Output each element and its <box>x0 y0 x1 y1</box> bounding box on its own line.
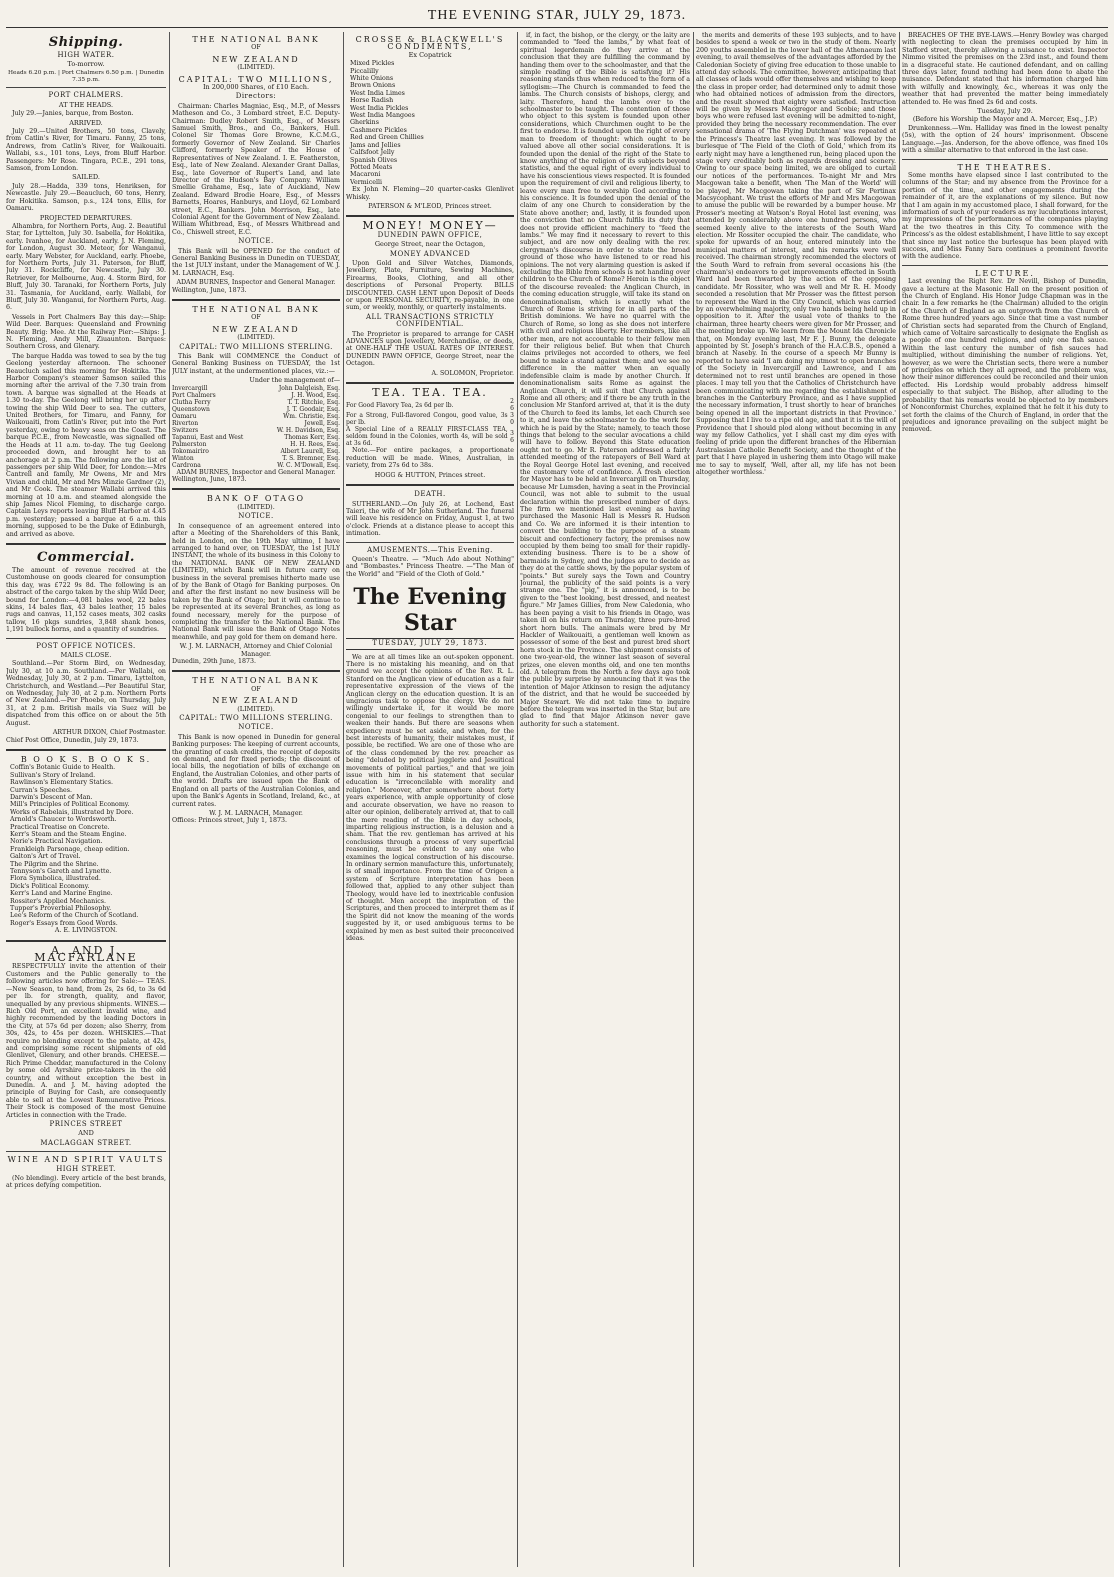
branch-row <box>172 434 340 441</box>
sailed-heading: SAILED. <box>72 173 100 182</box>
branch-place: Switzers <box>172 426 199 434</box>
column-4-text: if, in fact, the bishop, or the clergy, or the laity are commanded to "feed the lambs," by what feat of spiritual legerdemain do they arrive at the conclusion that they are fulfilling the command by handing them over to the schoolmaster, and that the simple reading of the Bible is satisfying it? His reasoning stands thus when reduced to the form of a syllogism:—The Church is commanded to feed the lambs. The Church consists of bishops, clergy, and laity. Therefore, hand the lambs over to the schoolmaster to be taught. The contention of those who object to this system is founded upon other considerations, which Churchmen ought to be the first to endorse. It is founded upon the right of every man to freedom of thought: which ought to be valued above all other social considerations. It is founded upon the denial of the right of the State to know anything of the religion of its subjects beyond statistics, and the equal right of every individual to have his conscientious views respected. It is founded upon the requirement of civil and religious liberty, to leave every man free to worship God according to his conscience. It is founded upon the denial of the claim of any one Church to consideration by the State above another; and, lastly, it is founded upon the conviction that no Church fulfils its duty that does not provide efficient machinery to "feed the lambs." We may find it necessary to revert to this subject, and are now only dealing with the rev. clergyman's discourse in order to state the broad ground of those who have listened to or read his opinions. The not very alarming question is asked if excluding the Bible from schools is not handing over children to the Church of Rome? Herein is the object of the discourse revealed: the Anglican Church, in the coming education struggle, will take its stand on denominationalism, which is exactly what the Church of Rome is striving for in all parts of the British dominions. We have no quarrel with the Church of Rome, so long as she does not interfere with civil and religious liberty. Her members, like all other men, are not accountable to their fellow men for their religious belief. But when that Church claims privileges not accorded to others, we feel bound to make a stand against them; and we see no difference in the matter when an equally indefensible claim is made by another Church. If denominationalism saits Rome as against the Anglican Church, it will suit that Church against Rome and all others; and if there be any truth in the conclusion Mr Stanford arrived at, that it is the duty of the Church to feed its lambs, let each Church see to it, and leave the schoolmaster to do the work for which he is paid by the State; namely, to teach those things that belong to the secular avocations a child will have to follow. Beyond this State education ought not to go. Mr R. Paterson addressed a fairly attended meeting of the ratepayers of Bell Ward at the Royal George Hotel last evening, and received the customary vote of confidence. A fresh election for Mayor has to be held at Invercargill on Thursday, because Mr Lumsden, having a seat in the Provincial Council, was not able to submit to the usual declaration within the prescribed number of days. The firm we mentioned last evening as having purchased the Masonic Hall is Messrs R. Hudson and Co. We are informed it is their intention to convert the building to the purpose of a steam biscuit and confectionery factory, the premises now occupied by them being too small for their rapidly-extending business. There is to be a show of barmaids in Sydney, and the judges are to decide as they do at the cattle shows, by the popular system of "points." But surely says the Town and Country Journal, the publicity of the said points is a very strange one. The "pig," it is announced, is to be given to the "best looking, best dressed, and neatest figure." Mr James Gillies, from New Caledonia, who has been paying a visit to his friends in Otago, was taken ill on his return on Thursday, three pure-bred short horn bulls. The animals were bred by Mr Hackler of Waikouaiti, a gentleman well known as possessor of some of the best and purest bred short horn stock in the Province. The shipment consists of one two-year-old, the winner last season of several prizes, one eleven months old, and one ten months old. A telegram from the North a few days ago took the public by surprise by announcing that it was the intention of Major Atkinson to resign the adjutancy of the district, and that he would be succeeded by Major Stewart. We did not take time to inquire before the telegram was inserted in the Star, but are glad to find that Major Atkinson never gave authority for such a statement. <box>520 32 690 728</box>
books-list <box>6 764 166 927</box>
condiment-item: Potted Meats <box>350 163 393 171</box>
book-item: Roger's Essays from Good Words. <box>10 919 118 927</box>
column-rule <box>693 32 694 1567</box>
book-item: Dick's Political Economy. <box>10 882 90 890</box>
bank3-date: Offices: Princes street, July 1, 1873. <box>172 817 288 825</box>
book-item: Coffin's Botanic Guide to Health. <box>10 764 116 772</box>
book-item: Norie's Practical Navigation. <box>10 838 103 846</box>
book-item: Arnold's Chaucer to Wordsworth. <box>10 816 117 824</box>
macfarlane-address-3: MACLAGGAN STREET. <box>40 1138 132 1147</box>
condiment-item: Red and Green Chillies <box>350 134 424 142</box>
bank1-signature: ADAM BURNES, Inspector and General Manager. <box>176 279 336 287</box>
death-text: SUTHERLAND.—On July 26, at Lochend, East Taieri, the wife of Mr John Sutherland. The funeral will leave his residence on Friday, August 1, at two o'clock. Friends at a distance please to accept this intimation. <box>346 500 514 538</box>
theatres-text: Some months have elapsed since I last contributed to the columns of the Star; and my absence from the Province for a portion of the time, and other engagements during the remainder of it, are the explanations of my silence. But now that I am again in my accustomed place, I shall forward, for the information of such of your readers as my lucubrations interest, my impressions of the performances of the companies playing at the two theatres in this City. To commence with the Princess's as the oldest establishment, I have little to say except that since my last notice the burlesque has been played with success, and Miss Fanny Sara continues a prominent favorite with the audience. <box>902 171 1108 261</box>
wine-vaults-text: (No blending). Every article of the best brands, at prices defying competition. <box>6 1175 166 1190</box>
bank1-notice-heading: NOTICE. <box>238 237 274 246</box>
bank3-limited: (LIMITED). <box>237 704 275 713</box>
book-item: Flora Symbolica, illustrated. <box>10 875 101 883</box>
shipping-news-text: The barque Hadda was towed to sea by the tug Geelong yesterday afternoon. The schooner Beaucluch sailed this morning for Hokitika. The Harbor Company's steamer Samson sailed this morning after the arrival of the 7.30 train from town. A barque was signalled at the Heads at 1.30 to-day. The Geelong will bring her up after towing the ship Wild Deer to sea. The cutters, United Brothers, for Timaru, and Fanny, for Waikouaiti, from Catlin's River, put into the Port yesterday, owing to heavy seas on the Coast. The barque P.C.E., from Newcastle, was signalled off the Heads at 11 a.m. to-day. The tug Geelong proceeded down, and brought her to an anchorage at 2 p.m. The following are the list of passengers per ship Wild Deer, for London:—Mrs Cantrell and family, Mr Owens, Mr and Mrs Vivian and child, Mr and Mrs Minzie Gardner (2), and Mr Cook. The steamer Wallabi arrived this morning at 10 a.m. and steamed alongside the ship James Nicol Fleming, to discharge cargo. Captain Leys reports leaving Bluff Harbor at 4.45 p.m. yesterday; passed a barque at 6 a.m. this morning, supposed to be the Duke of Edinburgh, and arrived as above. <box>6 352 166 538</box>
condiment-item: West India Pickles <box>350 104 409 112</box>
branch-place: Winton <box>172 454 194 462</box>
book-item: Rawlinson's Elementary Statics. <box>10 779 114 787</box>
court-before: (Before his Worship the Mayor and A. Mercer, Esq., J.P.) <box>912 115 1098 124</box>
bank3-of: OF <box>251 684 261 693</box>
post-office-date: Chief Post Office, Dunedin, July 29, 1873. <box>6 736 139 744</box>
tea-note: Note.—For entire packages, a proportionate reduction will be made. Wines, Australian, in variety, from 27s 6d to 38s. <box>346 447 514 470</box>
court-day-heading: Tuesday, July 29. <box>977 107 1033 116</box>
bank1-nz: NEW ZEALAND <box>212 54 300 64</box>
books-signature: A. E. LIVINGSTON. <box>54 927 118 935</box>
amusements-heading: AMUSEMENTS.—This Evening. <box>367 545 493 554</box>
book-item: Lee's Reform of the Church of Scotland. <box>10 912 139 920</box>
under-management-label: Under the management of— <box>249 377 340 385</box>
bank2-capital: CAPITAL: TWO MILLIONS STERLING. <box>179 342 333 351</box>
masthead-title: THE EVENING STAR, JULY 29, 1873. <box>6 6 1108 28</box>
bank2-nz: NEW ZEALAND <box>212 324 300 334</box>
high-water-heading: HIGH WATER. <box>57 51 115 59</box>
branch-row <box>172 420 340 427</box>
vessels-text: Vessels in Port Chalmers Bay this day:—Ship: Wild Deer. Barques: Queensland and Frowning Beauty. Brig: Mee. At the Railway Pier:—Ships: J. N. Fleming, Andy Mill, Ziuaunton. Barques: Southern Cross, and Glenary. <box>6 313 166 351</box>
book-item: Kerr's Land and Marine Engine. <box>10 890 113 898</box>
bank2-limited: (LIMITED). <box>237 333 275 342</box>
branch-manager: W. C. M'Dowall, Esq. <box>277 461 340 469</box>
column-rule <box>899 32 900 1567</box>
bye-laws-text: BREACHES OF THE BYE-LAWS.—Henry Bowley was charged with neglecting to clean the premises occupied by him in Stafford street, thereby allowing a nuisance to exist. Inspector Nimmo visited the premises on the 23rd inst., and found them in a disgraceful state. He cautioned defendant, and on calling three days later, found nothing had been done to abate the nuisance. Defendant stated that his information charged him with wilfully and knowingly, &c., whereas it was only the weather that had prevented the matter being immediately attended to. He was fined 2s 6d and costs. <box>902 32 1108 106</box>
tea-price: 3 6 <box>510 429 514 444</box>
branch-manager: J. T. Goodair, Esq. <box>286 405 340 413</box>
branch-place: Cardrona <box>172 461 201 469</box>
book-item: Mill's Principles of Political Economy. <box>10 801 130 809</box>
column-3 <box>346 32 514 1571</box>
condiment-item: Vermicelli <box>350 178 382 186</box>
macfarlane-address-2: AND <box>78 1129 94 1138</box>
bank1-limited: (LIMITED). <box>237 63 275 72</box>
branch-row <box>172 462 340 469</box>
book-item: Tennyson's Gareth and Lynette. <box>10 868 112 875</box>
crosse-blackwell-sub: Ex Copatrick <box>408 50 452 59</box>
tea-description: For Good Flavory Tea, 2s 6d per lb. <box>346 401 454 409</box>
tea-description: A Special Line of a REALLY FIRST-CLASS TEA, seldom found in the Colonies, worth 4s, will be sold at 3s 6d. <box>346 426 508 448</box>
money-signature: A. SOLOMON, Proprietor. <box>431 369 514 377</box>
bank3-signature: W. J. M. LARNACH, Manager. <box>209 809 303 817</box>
branch-place: Riverton <box>172 419 199 427</box>
column-5-text: the merits and demerits of these 193 subjects, and to have besides to spend a week or two in the study of them. Nearly 200 youths assembled in the lower hall of the Athenaeum last evening, to avail themselves of the advantages afforded by the Caledonian Society of giving free education to those unable to attend day schools. The committee, however, anticipating that all classes of lads would offer themselves and wishing to keep the class in proper order, had determined only to admit those who had obtained notices of admission from the directors, and the result showed that eighty were satisfied. Instruction will be given by Messrs Macgregor and Scobie; and those boys who were refused last evening will be admitted to-night, provided they bring the necessary recommendation. The ever sensational drama of 'The Flying Dutchman' was repeated at the Princess's Theatre last evening. It was followed by the burlesque of 'The Field of the Cloth of Gold,' which from its early night may have a lengthened run, being placed upon the stage very creditably both as regards dressing and scenery. Owing to our space being limited, we are obliged to curtail our notices of the performances. To-night Mr and Mrs Macgowan take a benefit, when 'The Man of the World' will be played, Mr Macgowan taking the part of Sir Pertinax Macsycophant. We trust the efforts of Mr and Mrs Macgowan to amuse the public will be rewarded by a bumper house. Mr Prosser's meeting at Watson's Royal Hotel last evening, was attended by considerably above one hundred persons, who seemed keenly alive to the interests of the South Ward election. Mr Rossiter occupied the chair. The candidate, who spoke for upwards of an hour, entered minutely into the municipal matters of interest, and his remarks were well received. The chairman strongly recommended the electors of the South Ward to refrain from several occasions his (the chairman's) endeavors to get improvements effected in South Ward had been thwarted by the action of the opposing candidate. Mr Rossiter, who was well and Mr R. H. Moody seconded a resolution that Mr Prosser was the fittest person to represent the Ward in the City Council, which was carried by an overwhelming majority, only two hands being held up in opposition to it. After the usual vote of thanks to the chairman, three hearty cheers were given for Mr Prosser, and the meeting broke up. We learn from the Mount Ida Chronicle that, on Monday evening last, Mr F. J. Bunny, the delegate appointed by St. Joseph's branch of the H.A.C.B.S., opened a branch at Naseby. In the course of a speech Mr Bunny is reported to have said 'I am doing my utmost to open branches of the Society in Invercargill and Lawrence, and I am determined not to rest until branches are opened in those places. I may tell you that the Catholics of Christchurch have been communicating with me regarding the establishment of branches in the Canterbury Province, and as I have supplied the necessary information, I trust shortly to hear of branches being opened in all the important districts in that Province.' Supposing that I live to a ripe old age, and that it is the will of Providence that I should plod along without becoming in any way my fellow Catholics, yet I shall cast my dim eyes with feeling of pride upon the different branches of the Hibernian Australasian Catholic Benefit Society, and the thought of the part that I have played in ushering them into Otago will make me to say to myself, 'Well, after all, my life has not been altogether worthless.' <box>696 32 896 476</box>
branch-manager: Thomas Kerr, Esq. <box>284 433 340 441</box>
bank1-capital: CAPITAL: TWO MILLIONS, <box>178 74 334 84</box>
port-chalmers-heading: PORT CHALMERS. <box>48 91 124 100</box>
book-item: Darwin's Descent of Man. <box>10 793 93 801</box>
money-text-2: The Proprietor is prepared to arrange for CASH ADVANCES upon Jewellery, Merchandise, or deeds, at ONE-HALF THE USUAL RATES OF INTEREST. DUNEDIN PAWN OFFICE, George Street, near the Octagon. <box>346 330 514 368</box>
flag-dateline: TUESDAY, JULY 29, 1873. <box>346 638 514 649</box>
tea-row <box>346 398 514 412</box>
arrived-text: July 29.—United Brothers, 50 tons, Clavely, from Catlin's River, for Timaru. Fanny, 25 tons, Andrews, from Catlin's River, for Waikouaiti. Wallabi, s.s., 101 tons, Leys, from Bluff Harbor. Passengers: Mr Rose. Tingara, P.C.E., 291 tons, Samson, from London. <box>6 128 166 173</box>
tea-signature: HOGG & HUTTON, Princes street. <box>374 471 486 479</box>
branch-place: Port Chalmers <box>172 391 216 399</box>
tea-price: 2 6 <box>510 398 514 413</box>
crosse-blackwell-title: CROSSE & BLACKWELL'S CONDIMENTS, <box>355 35 505 52</box>
crosse-blackwell-extra: Ex John N. Fleming—20 quarter-casks Glenlivet Whisky. <box>346 186 514 201</box>
column-rule <box>169 32 170 1567</box>
macfarlane-text: RESPECTFULLY invite the attention of their Customers and the Public generally to the following articles now offering for Sale:— TEAS.—New Season, to hand, from 2s, 2s 6d, to 3s 6d per lb. for strength, quality, and flavor, unequalled by any previous shipments. WINES.—Rich Old Port, an excellent invalid wine, and highly recommended by the leading Doctors in the City, at 57s 6d per dozen; also Sherry, from 30s, 42s, to 45s per dozen. WHISKIES.—That require no blending except to the palate, at 42s, and comprising some recent shipments of old Glenlivet, Glenury, and other brands. CHEESE.—Rich Prime Cheddar, manufactured in the Colony by some old Ayrshire prize-takers in the old country, and without exception the best in Dunedin. A. and J. M. having adopted the principle of Buying for Cash, are consequently able to sell at the Lowest Remunerative Prices. Their Stock is composed of the most Genuine Articles in connection with the Trade. <box>6 963 166 1119</box>
tea-price: 3 0 <box>510 412 514 427</box>
amusements-text: Queen's Theatre. — "Much Ado about Nothing" and "Bombastes." Princess Theatre. —"The Man of the World" and "Field of the Cloth of Gold." <box>346 555 514 578</box>
branch-place: Oamaru <box>172 412 197 420</box>
mails-close-heading: MAILS CLOSE. <box>60 651 112 660</box>
book-item: Curran's Speeches. <box>10 786 73 794</box>
at-heads-text: July 29.—Janies, barque, from Boston. <box>12 110 134 118</box>
lecture-text: Last evening the Right Rev. Dr Nevill, Bishop of Dunedin, gave a lecture at the Masonic Hall on the present position of the Church of England. His Honor Judge Chapman was in the chair. In a few remarks he (the Chairman) alluded to the origin of the Church of England as an outgrowth from the Church of Rome three hundred years ago. Since that time a vast number of Christian sects had separated from the Church of England, which came of Voltaire sarcastically to designate the English as a people of one hundred religions, and only one fish sauce. Within the last century the number of fish sauces had multiplied, without diminishing the number of religions. Yet, however, as we were the Christian sects, there were a number of principles on which they all agreed, and the problem was, how their minor differences could be reconciled and their union effected. His Lordship would probably address himself especially to that subject. The Bishop, after alluding to the probability that his remarks would be objected to by members of Nonconformist Churches, explained that he felt it his duty to set forth the claims of the Church of England, in order that the prejudices and ignorance prevailing on the subject might be removed. <box>902 278 1108 434</box>
money-text: Upon Gold and Silver Watches, Diamonds, Jewellery, Plate, Furniture, Sewing Machines, Firearms, Books, Clothing, and all other descriptions of Personal Property. BILLS DISCOUNTED. CASH LENT upon Deposit of Deeds or upon PERSONAL SECURITY, re-payable, in one sum, or weekly, monthly, or quarterly instalments. <box>346 259 514 312</box>
newspaper-flag: The Evening Star <box>353 584 507 637</box>
column-rule <box>517 32 518 1567</box>
tea-row <box>346 426 514 447</box>
condiment-item: Jams and Jellies <box>350 141 401 149</box>
bank1-title: THE NATIONAL BANK <box>192 35 320 44</box>
tides-table: Heads 6.20 p.m. | Port Chalmers 6.50 p.m. | Dunedin 7.35 p.m. <box>8 69 164 83</box>
tea-title: TEA. TEA. TEA. <box>372 386 488 400</box>
tea-row <box>346 412 514 426</box>
bank3-capital: CAPITAL: TWO MILLIONS STERLING. <box>179 714 333 723</box>
condiments-list <box>346 60 514 186</box>
lecture-heading: LECTURE. <box>975 268 1035 278</box>
bank1-notice-text: This Bank will be OPENED for the conduct of General Banking Business in Dunedin on TUESDAY, the 1st JULY instant, under the Management of W. J. M. LARNACH, Esq. <box>172 247 340 277</box>
leader-article-text: We are at all times like an out-spoken opponent. There is no mistaking his meaning, and on that ground we accept the opinions of the Rev. R. L. Stanford on the Anglican view of education as a fair representative expression of the views of the Anglican clergy on the education question. It is an ungracious task to oppose the clergy. We do not willingly undertake it, for it would be more congenial to our feelings to strengthen than to weaken their hands. But there are seasons when expediency must be set aside, and when, for the best interests of humanity, their mistakes must, if possible, be rectified. We are one of those who are of the class condemned by the rev. preacher as being "deluded by political jugglerie and Jesuitical movements of political parties," and that we join issue with him in his statement that secular education is "irreconcilable with morality and religion." Moreover, after somewhere about forty years experience, with ample opportunity of close and accurate observation, we have no reason to alter our opinion, deliberately arrived at, that to call the mere reading of the Bible in day schools, imparting religious instruction, is a delusion and a sham. That the rev. gentleman has arrived at his conclusions through a process of very superficial reasoning, must be evident to any one who examines the logical construction of his discourse. In ordinary sermon manufacture this, unfortunately, is of small importance. From the time of Origen a system of Scripture interpretation has been followed that, applied to any other subject than Theology, would have led to inextricable confusion of thought. Men accept the inspiration of the Scriptures, and then proceed to interpret them as if the Spirit did not know the meaning of the words suggested by it, or used ambiguous terms to be explained by men as best suited their preconceived ideas. <box>346 653 514 942</box>
wine-vaults-heading: WINE AND SPIRIT VAULTS <box>7 1155 165 1165</box>
condiment-item: Spanish Olives <box>350 156 398 164</box>
sailed-text: July 28.—Hadda, 339 tons, Henriksen, for Newcastle. July 29.—Beaucluch, 60 tons, Henry, for Hokitika. Samson, p.s., 124 tons, Ellis, for Oamaru. <box>6 182 166 213</box>
postmaster-signature: ARTHUR DIXON, Chief Postmaster. <box>52 729 166 737</box>
book-item: The Pilgrim and the Shrine. <box>10 860 99 868</box>
condiment-item: White Onions <box>350 75 394 83</box>
macfarlane-address-1: PRINCES STREET <box>49 1120 123 1128</box>
post-office-text: Southland.—Per Storm Bird, on Wednesday, July 30, at 10 a.m. Southland.—Per Wallabi, on Wednesday, July 30, at 2 p.m. Timaru, Lyttelton, Christchurch, and Westland.—Per Beautiful Star, on Wednesday, July 30, at 2 p.m. Northern Ports of New Zealand.—Per Phoebe, on Thursday, July 31, at 2 p.m. British mails via Suez will be dispatched from this office on or about the 5th August. <box>6 660 166 727</box>
column-4 <box>520 32 690 1571</box>
condiment-item: Brown Onions <box>350 82 396 90</box>
shipping-heading: Shipping. <box>48 35 124 50</box>
branch-manager: T. S. Bremner, Esq. <box>282 454 340 462</box>
branch-manager: Albert Laurell, Esq. <box>280 447 340 455</box>
bank3-nz: NEW ZEALAND <box>212 696 300 706</box>
branch-row <box>172 399 340 406</box>
post-office-heading: POST OFFICE NOTICES. <box>36 641 136 650</box>
branch-manager: W. H. Davidson, Esq. <box>276 426 340 434</box>
bank2-date: Wellington, June, 1873. <box>172 476 247 484</box>
branch-row <box>172 441 340 448</box>
book-item: Galton's Art of Travel. <box>10 853 81 861</box>
books-heading: B O O K S. B O O K S. <box>20 754 152 764</box>
bank3-notice-heading: NOTICE. <box>238 723 274 732</box>
bank2-of: OF <box>251 313 261 322</box>
otago-date: Dunedin, 29th June, 1873. <box>172 658 256 665</box>
branch-row <box>172 455 340 462</box>
macfarlane-heading: A. AND J. MACFARLANE <box>34 943 138 965</box>
branch-manager: Wm. Christie, Esq. <box>283 412 340 420</box>
pawn-office-name: DUNEDIN PAWN OFFICE, <box>377 230 483 239</box>
wine-vaults-street: HIGH STREET. <box>56 1164 116 1173</box>
branch-manager: H. H. Rees, Esq. <box>290 440 340 448</box>
column-5 <box>696 32 896 1571</box>
column-1 <box>6 32 166 1571</box>
condiment-item: Cashmere Pickles <box>350 126 407 134</box>
projected-text: Alhambra, for Northern Ports, Aug. 2. Beautiful Star, for Lyttelton, July 30. Isabella, for Hokitika, early. Ivanhoe, for Auckland, early. J. N. Fleming, for London, August 30. Meteor, for Wanganui, early. Mary Webster, for Auckland, early. Phoebe, for Northern Ports, July 31. Paterson, for Bluff, July 31. Rockcliffe, for Newcastle, July 30. Retriever, for Melbourne, Aug. 4. Storm Bird, for Bluff, July 30. Taranaki, for Northern Ports, July 31. Tasmania, for Auckland, early. Wallabi, for Bluff, July 30. Wanganui, for Northern Ports, Aug. 6. <box>6 222 166 312</box>
otago-limited: (LIMITED). <box>237 502 275 511</box>
branch-place: Queenstown <box>172 405 210 413</box>
branch-row <box>172 392 340 399</box>
branch-place: Clutha Ferry <box>172 398 211 406</box>
money-advanced-heading: MONEY ADVANCED <box>389 249 471 258</box>
book-item: Kerr's Steam and the Steam Engine. <box>10 830 127 838</box>
branch-manager: Jewell, Esq. <box>304 419 340 427</box>
death-heading: DEATH. <box>414 490 446 499</box>
branch-row <box>172 427 340 434</box>
directors-text: Chairman: Charles Magniac, Esq., M.P., of Messrs Matheson and Co., 3 Lombard street, E.C. Deputy-Chairman: Dudley Robert Smith, Esq., of Messrs Samuel Smith, Bros., and Co., Bankers, Hull. Colonel Sir Thomas Gore Browne, K.C.M.G., formerly Governor of New Zealand. Sir Charles Clifford, formerly Speaker of the House of Representatives of New Zealand. I. E. Featherston, Esq., late of New Zealand. Alexander Grant Dallas, Esq., late Governor of Rupert's Land, and late Director of the Hudson's Bay Company. William Smellie Grahame, Esq., late of Auckland, New Zealand. Edward Brodie Hoare, Esq., of Messrs Barnetts, Hoares, Hanburys, and Lloyd, 62 Lombard street, E.C., Bankers. John Morrison, Esq., late Colonial Agent for the Government of New Zealand. William Whitbread, Esq., of Messrs Whitbread and Co., Chiswell street, E.C. <box>172 102 340 236</box>
branch-manager: T. T. Ritchie, Esq. <box>287 398 340 406</box>
tomorrow-label: To-morrow. <box>67 60 105 69</box>
branch-manager: J. H. Wood, Esq. <box>291 391 340 399</box>
arrived-heading: ARRIVED. <box>69 118 103 127</box>
condiment-item: Piccalilly <box>350 67 379 75</box>
branch-row <box>172 448 340 455</box>
commercial-heading: Commercial. <box>37 549 135 565</box>
book-item: Tupper's Proverbial Philosophy. <box>10 905 112 913</box>
otago-text: In consequence of an agreement entered into after a Meeting of the Shareholders of this Bank, held in London, on the 19th May ultimo, I have arranged to hand over, on TUESDAY, the 1st JULY INSTANT, the whole of its business in this Colony to the NATIONAL BANK OF NEW ZEALAND (LIMITED), which Bank will in future carry on business in the several premises hitherto made use of by the Bank of Otago for Banking purposes. On and after the first instant no new business will be taken by the Bank of Otago; but it will continue to be represented at its several Branches, as long as found necessary, merely for the purpose of completing the transfer to the National Bank. The National Bank will issue the Bank of Otago Notes meanwhile, and pay gold for them on demand here. <box>172 522 340 641</box>
commercial-text: The amount of revenue received at the Customhouse on goods cleared for consumption this day, was £722 9s 8d. The following is an abstract of the cargo taken by the ship Wild Deer, bound for London:—4,081 bales wool, 22 bales skins, 14 bales flax, 43 bales leather, 15 bales rugs and canvas, 11,152 cases meats, 302 casks tallow, 16 pkgs sundries, 3,848 shank bones, 1,191 bullock horns, and a quantity of sundries. <box>6 566 166 634</box>
condiment-item: Macaroni <box>350 171 381 179</box>
directors-heading: Directors: <box>235 92 277 101</box>
book-item: Works of Rabelais, illustrated by Dore. <box>10 808 134 816</box>
book-item: Practical Treatise on Concrete. <box>10 823 110 831</box>
branch-row <box>172 406 340 413</box>
otago-signature: W. J. M. LARNACH, Attorney and Chief Colonial Manager. <box>179 643 333 658</box>
tea-description: For a Strong, Full-flavored Congou, good value, 3s per lb. <box>346 412 508 427</box>
money-title: MONEY! MONEY— <box>362 219 498 233</box>
money-confidential: ALL TRANSACTIONS STRICTLY CONFIDENTIAL. <box>365 312 495 329</box>
bank1-shares: In 200,000 Shares, of £10 Each. <box>202 83 310 92</box>
column-rule <box>343 32 344 1567</box>
bank3-title: THE NATIONAL BANK <box>192 676 320 686</box>
branch-manager: John Dalgleish, Esq. <box>278 384 340 392</box>
otago-title: BANK OF OTAGO <box>206 494 305 504</box>
column-6 <box>902 32 1108 1571</box>
newspaper-page <box>6 6 1108 1571</box>
branch-row <box>172 385 340 392</box>
branch-row <box>172 413 340 420</box>
condiment-item: Mixed Pickles <box>350 60 395 68</box>
otago-notice-heading: NOTICE. <box>238 512 274 521</box>
branch-place: Palmerston <box>172 440 207 448</box>
bank2-title: THE NATIONAL BANK <box>192 305 320 314</box>
condiment-item: Horse Radish <box>350 97 394 105</box>
condiment-item: West India Mangoes <box>350 112 415 120</box>
branch-place: Tapanui, East and West <box>172 433 244 441</box>
column-2 <box>172 32 340 1571</box>
bank2-signature: ADAM BURNES, Inspector and General Manager. <box>176 468 336 476</box>
theatres-heading: THE THEATRES. <box>957 162 1053 172</box>
condiment-item: Calfsfoot Jelly <box>350 149 395 157</box>
branch-places-table <box>172 385 340 469</box>
condiment-item: Gherkins <box>350 119 379 127</box>
branch-place: Invercargill <box>172 384 208 392</box>
condiment-item: West India Limes <box>350 89 405 97</box>
bank1-of: OF <box>251 43 261 52</box>
branch-place: Tokomairiro <box>172 447 209 455</box>
bank2-text: This Bank will COMMENCE the Conduct of General Banking Business on TUESDAY, the 1st JULY instant, at the undermentioned places, viz.:— <box>172 353 340 375</box>
projected-heading: PROJECTED DEPARTURES. <box>39 213 133 222</box>
court-text: Drunkenness.—Wm. Halliday was fined in the lowest penalty (5s), with the option of 24 hours' imprisonment. Obscene Language.—Jas. Anderson, for the above offence, was fined 10s with a similar alternative to that enforced in the last case. <box>902 124 1108 155</box>
bank3-text: This Bank is now opened in Dunedin for general Banking purposes: The keeping of current accounts, the granting of cash credits, the receipt of deposits on demand, and for fixed periods; the discount of local bills, the negotiation of bills of exchange on England, the Australian Colonies, and other parts of the world. Drafts are issued upon the Bank of England on all parts of the Australian Colonies, and upon the Bank's Agents in Scotland, Ireland, &c., at current rates. <box>172 733 340 808</box>
book-item: Rossiter's Applied Mechanics. <box>10 897 106 905</box>
book-item: Frankleigh Parsonage, cheap edition. <box>10 845 130 853</box>
at-heads-heading: AT THE HEADS. <box>58 100 114 109</box>
pawn-office-address: George Street, near the Octagon, <box>374 240 486 249</box>
tea-price-table <box>346 398 514 447</box>
book-item: Sullivan's Story of Ireland. <box>10 771 96 779</box>
crosse-blackwell-signature: PATERSON & M'LEOD, Princes street. <box>368 202 492 210</box>
bank1-date: Wellington, June, 1873. <box>172 286 247 294</box>
